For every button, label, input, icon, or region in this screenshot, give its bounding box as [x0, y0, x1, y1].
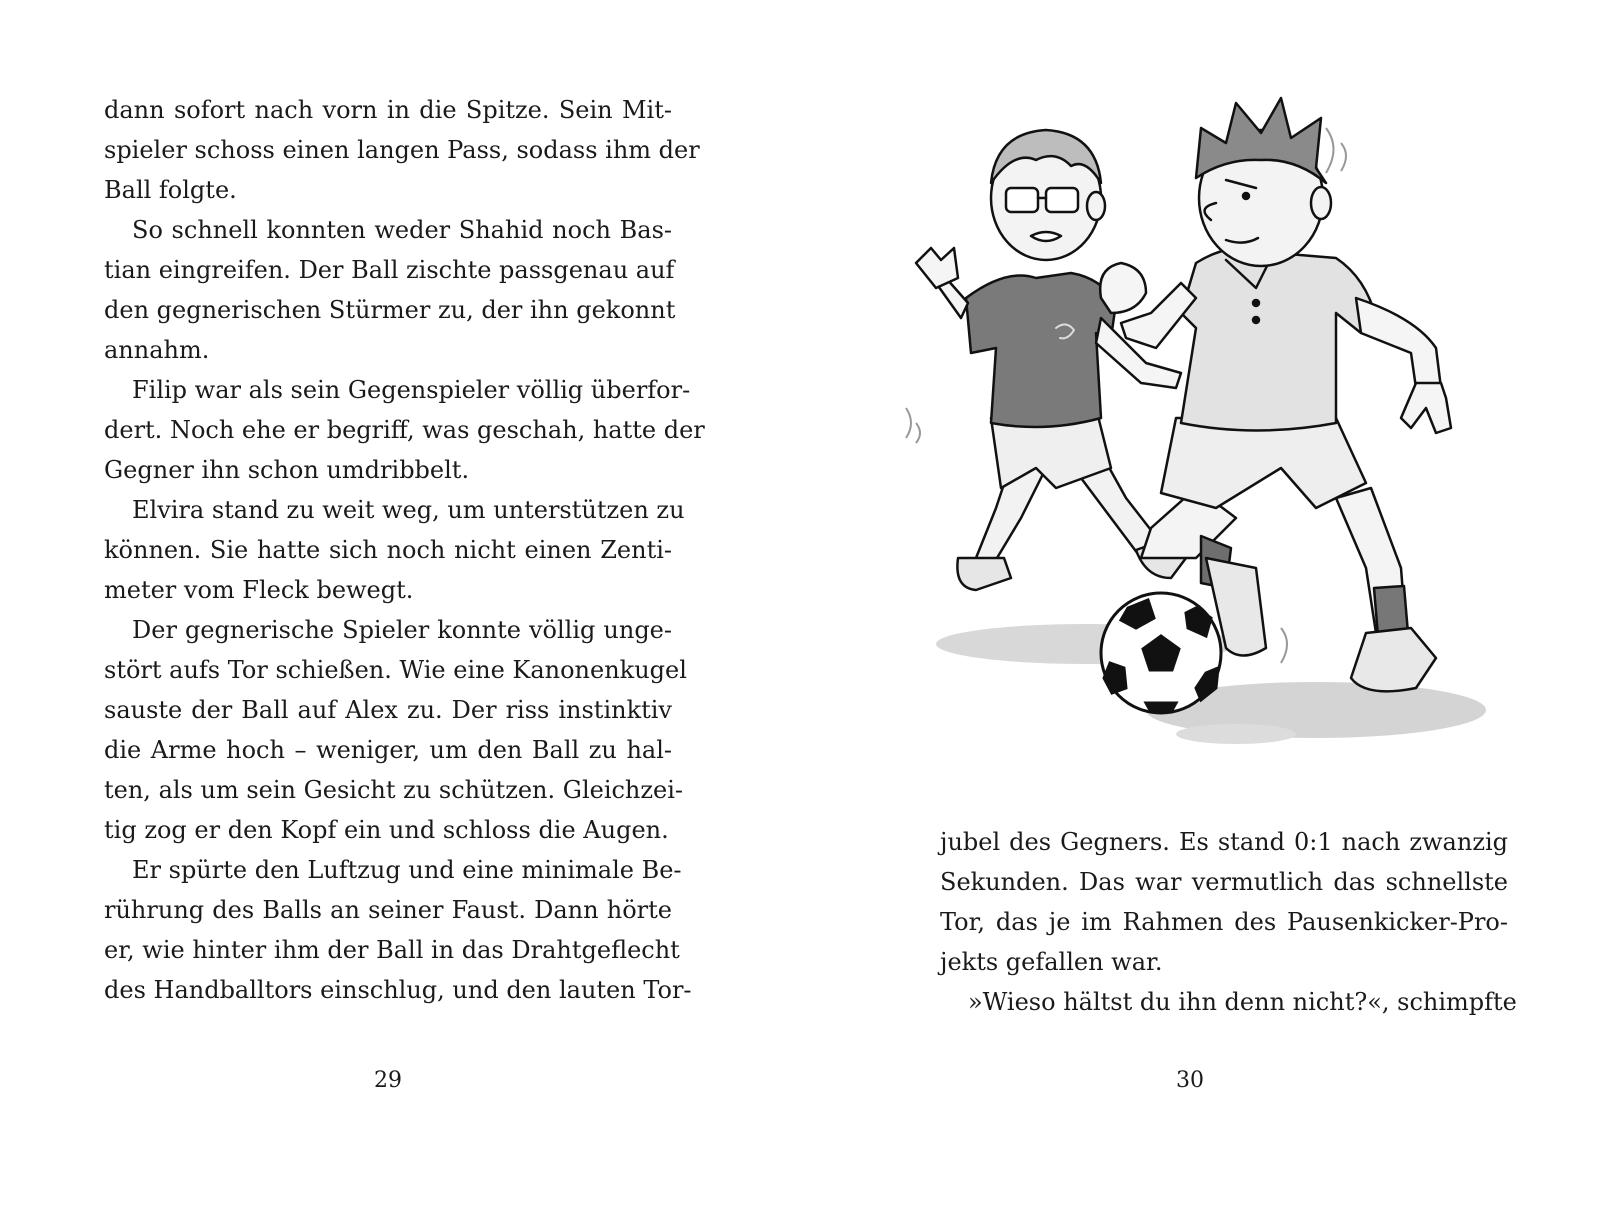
- text-line: Er spürte den Luftzug und eine minimale Be-: [132, 856, 682, 884]
- text-line: annahm.: [104, 336, 210, 364]
- text-line: jubel des Gegners. Es stand 0:1 nach zwanzig: [940, 828, 1508, 856]
- soccer-illustration: [896, 88, 1496, 788]
- right-page: [800, 0, 1600, 1228]
- text-line: die Arme hoch – weniger, um den Ball zu hal-: [104, 736, 672, 764]
- text-line: tian eingreifen. Der Ball zischte passgenau auf: [104, 256, 675, 284]
- page-number: 30: [1176, 1068, 1204, 1093]
- text-line: den gegnerischen Stürmer zu, der ihn gekonnt: [104, 296, 676, 324]
- boy-with-glasses: [916, 130, 1186, 590]
- right-page-text: [940, 822, 1517, 1022]
- text-line: Elvira stand zu weit weg, um unterstützen zu: [132, 496, 685, 524]
- text-line: des Handballtors einschlug, und den lauten Tor-: [104, 976, 692, 1004]
- text-line: spieler schoss einen langen Pass, sodass ihm der: [104, 136, 700, 164]
- text-line: Ball folgte.: [104, 176, 237, 204]
- text-line: Gegner ihn schon umdribbelt.: [104, 456, 470, 484]
- text-line: tig zog er den Kopf ein und schloss die Augen.: [104, 816, 669, 844]
- text-line: So schnell konnten weder Shahid noch Bas-: [132, 216, 672, 244]
- text-line: rührung des Balls an seiner Faust. Dann hörte: [104, 896, 672, 924]
- text-line: ten, als um sein Gesicht zu schützen. Gleichzei-: [104, 776, 684, 804]
- text-line: sauste der Ball auf Alex zu. Der riss instinktiv: [104, 696, 672, 724]
- text-line: können. Sie hatte sich noch nicht einen Zenti-: [104, 536, 672, 564]
- text-line: dann sofort nach vorn in die Spitze. Sein Mit-: [104, 96, 672, 124]
- text-line: Tor, das je im Rahmen des Pausenkicker-Pro-: [940, 908, 1508, 936]
- text-line: meter vom Fleck bewegt.: [104, 576, 414, 604]
- left-page-text: [104, 90, 705, 1010]
- text-line: jekts gefallen war.: [940, 948, 1163, 976]
- text-line: dert. Noch ehe er begriff, was geschah, hatte der: [104, 416, 705, 444]
- text-line: Sekunden. Das war vermutlich das schnellste: [940, 868, 1508, 896]
- ground-shadow: [1176, 724, 1296, 744]
- soccer-ball: [1101, 593, 1221, 713]
- page-number: 29: [374, 1068, 402, 1093]
- text-line: Filip war als sein Gegenspieler völlig überfor-: [132, 376, 691, 404]
- text-line: Der gegnerische Spieler konnte völlig unge-: [132, 616, 672, 644]
- text-line: »Wieso hältst du ihn denn nicht?«, schimpfte: [968, 988, 1517, 1016]
- text-line: er, wie hinter ihm der Ball in das Drahtgeflecht: [104, 936, 680, 964]
- text-line: stört aufs Tor schießen. Wie eine Kanonenkugel: [104, 656, 687, 684]
